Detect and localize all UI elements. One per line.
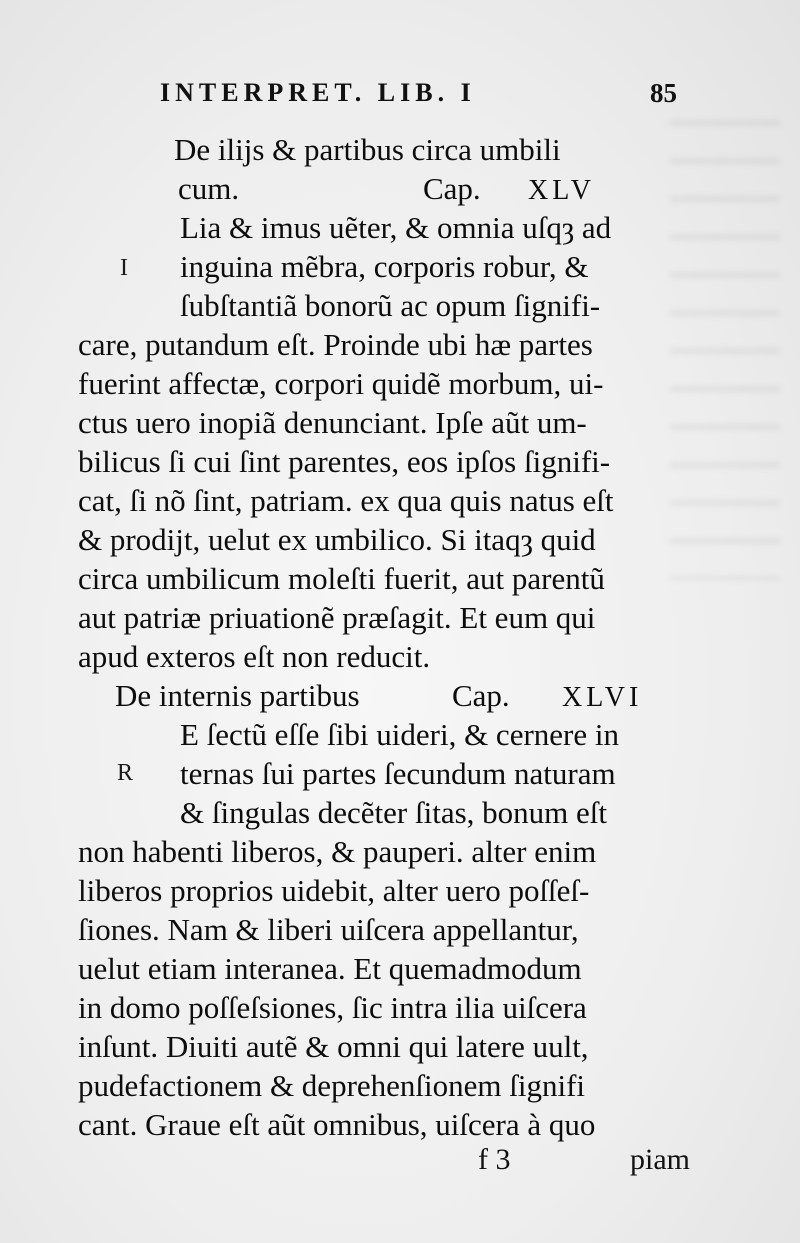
text-line-18: & ſingulas decẽter ſitas, bonum eſt — [180, 795, 608, 830]
text-line-3: Lia & imus uẽter, & omnia uſqȝ ad — [180, 210, 612, 245]
text-line-14: apud exteros eſt non reducit. — [78, 639, 431, 674]
marginal-letter-i: I — [120, 255, 128, 281]
text-line-22: uelut etiam interanea. Et quemadmodum — [78, 951, 582, 986]
chapter-heading-45-line-1: De ilijs & partibus circa umbili — [174, 132, 561, 167]
text-line-23: in domo poſſeſsiones, ſic intra ilia uiſcera — [78, 990, 587, 1025]
chapter-cap-label-45: Cap. — [423, 171, 481, 206]
text-line-10: cat, ſi nõ ſint, patriam. ex qua quis natus eſt — [78, 483, 614, 518]
text-line-16: E ſectũ eſſe ſibi uideri, & cernere in — [180, 717, 619, 752]
text-line-6: care, putandum eſt. Proinde ubi hæ partes — [78, 327, 593, 362]
text-line-11: & prodijt, uelut ex umbilico. Si itaqȝ quid — [78, 522, 596, 557]
running-head — [0, 78, 800, 118]
text-line-7: fuerint affectæ, corpori quidẽ morbum, ui- — [78, 366, 604, 401]
text-line-25: pudefactionem & deprehenſionem ſignifi — [78, 1068, 586, 1103]
text-line-24: inſunt. Diuiti autẽ & omni qui latere uult, — [78, 1029, 589, 1064]
text-line-8: ctus uero inopiã denunciant. Ipſe aũt um- — [78, 405, 587, 440]
chapter-heading-46: De internis partibus — [115, 678, 360, 713]
text-line-21: ſiones. Nam & liberi uiſcera appellantur, — [78, 912, 579, 947]
text-line-13: aut patriæ priuationẽ præſagit. Et eum qui — [78, 600, 596, 635]
text-line-20: liberos proprios uidebit, alter uero poſſeſ- — [78, 873, 590, 908]
text-line-17: ternas ſui partes ſecundum naturam — [180, 756, 616, 791]
chapter-number-46: XLVI — [562, 682, 643, 713]
page-number: 85 — [650, 78, 677, 108]
text-line-9: bilicus ſi cui ſint parentes, eos ipſos ſignifi- — [78, 444, 611, 479]
text-line-12: circa umbilicum moleſti fuerit, aut parentũ — [78, 561, 605, 596]
signature-mark: f 3 — [478, 1143, 511, 1176]
marginal-letter-r: R — [117, 760, 134, 786]
text-line-19: non habenti liberos, & pauperi. alter enim — [78, 834, 597, 869]
chapter-heading-45-line-2: cum. — [178, 171, 240, 206]
catchword: piam — [630, 1143, 690, 1176]
chapter-number-45: XLV — [528, 175, 595, 206]
chapter-cap-label-46: Cap. — [452, 678, 510, 713]
text-line-26: cant. Graue eſt aũt omnibus, uiſcera à quo — [78, 1107, 596, 1142]
text-line-5: ſubſtantiã bonorũ ac opum ſignifi- — [180, 288, 601, 323]
text-line-4: inguina mẽbra, corporis robur, & — [180, 249, 589, 284]
show-through-shadow — [670, 120, 780, 580]
running-title: INTERPRET. LIB. I — [160, 78, 476, 107]
